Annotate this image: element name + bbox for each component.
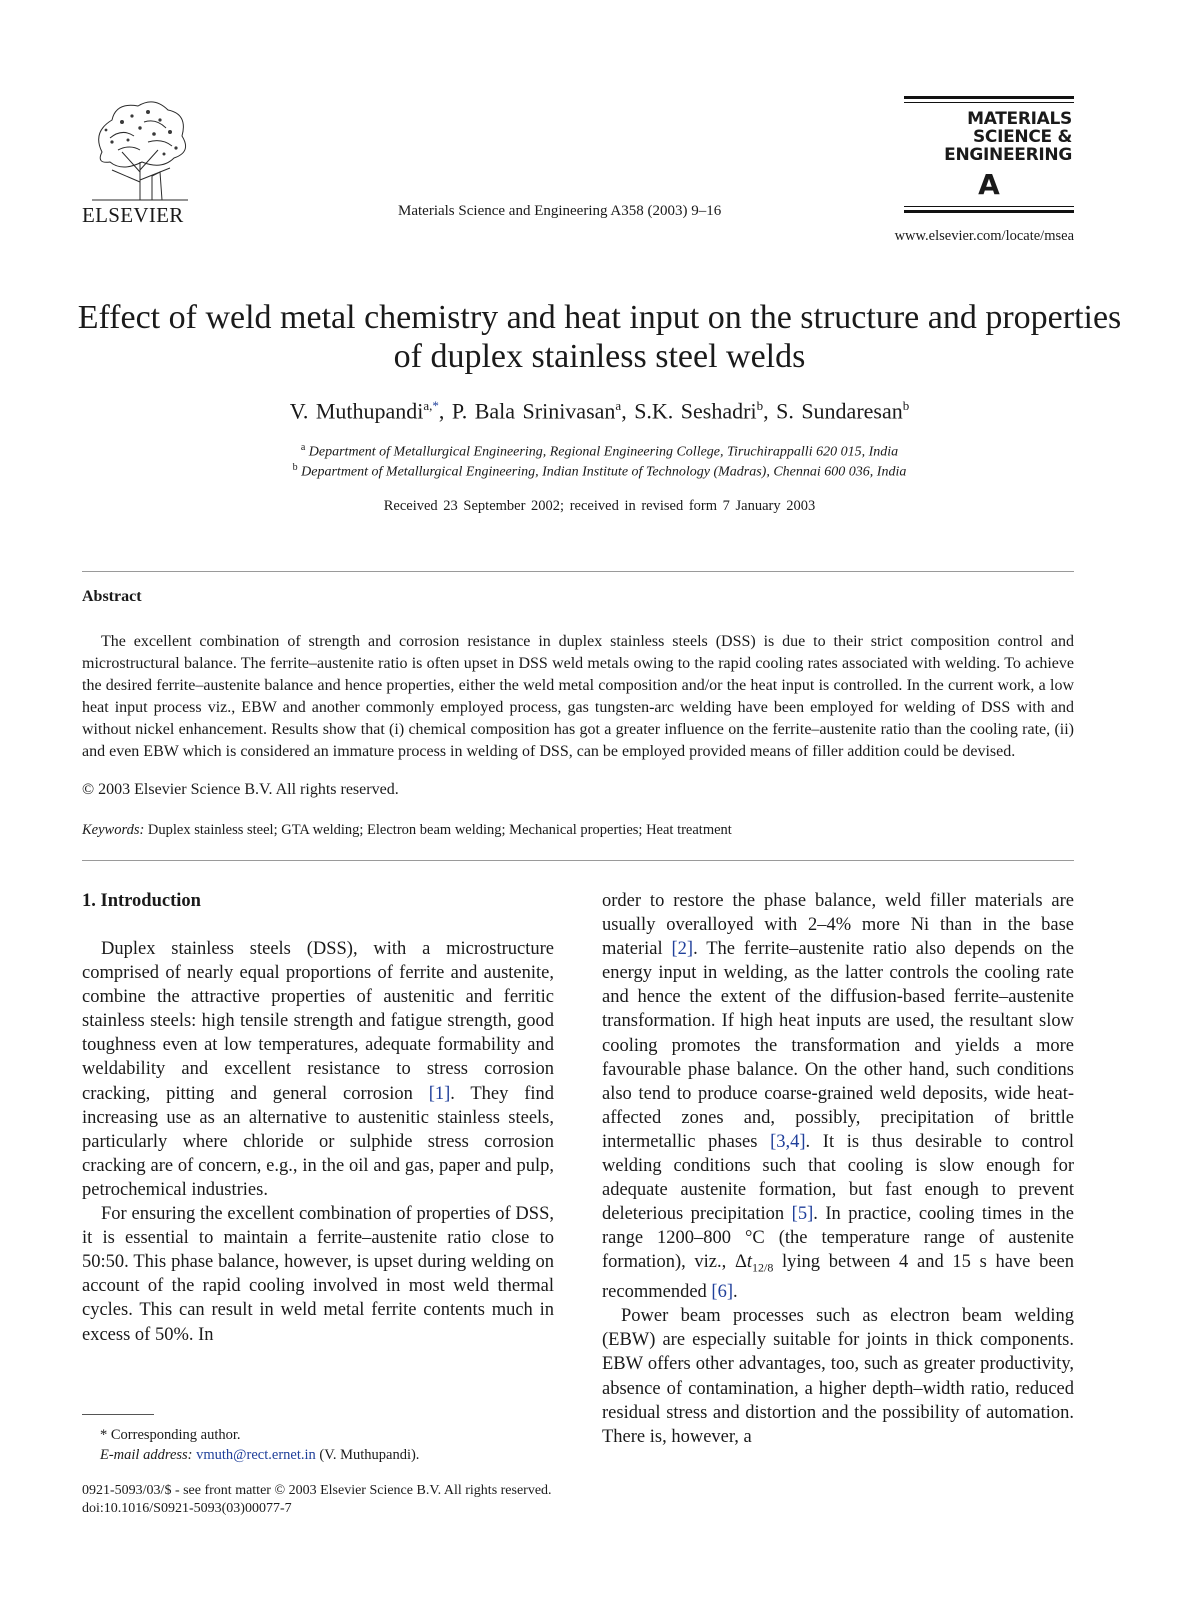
- keywords-label: Keywords:: [82, 822, 145, 838]
- journal-logo: [904, 96, 1074, 220]
- paragraph-text: . In practice, cooling times in the range 1200–800 °C (the temperature range of austenite formation), viz., Δ: [602, 1204, 1074, 1273]
- paragraph-text: order to restore the phase balance, weld filler materials are usually overalloyed with 2–4% more Ni than in the base material: [602, 891, 1074, 960]
- paragraph-text: .: [733, 1282, 738, 1303]
- author-name: S.K. Seshadri: [634, 398, 757, 424]
- math-symbol: t: [746, 1252, 752, 1273]
- paragraph: [602, 889, 1074, 1304]
- paragraph-text: . They find increasing use as an alternative to austenitic stainless steels, particularly where chloride or sulphide stress corrosion cracking are of concern, e.g., in the oil and gas, paper and pulp, petrochemical industries.: [82, 1083, 554, 1200]
- citation-link[interactable]: [6]: [711, 1282, 733, 1303]
- right-column: [602, 889, 1074, 1449]
- author-name: S. Sundaresan: [776, 398, 903, 424]
- journal-logo-line: SCIENCE &: [972, 127, 1072, 147]
- keywords-list: Duplex stainless steel; GTA welding; Electron beam welding; Mechanical properties; Heat treatment: [147, 822, 732, 838]
- left-column: [82, 937, 554, 1347]
- citation-link[interactable]: [5]: [791, 1204, 814, 1225]
- journal-logo-letter: A: [978, 168, 1000, 201]
- affiliation-mark: b: [292, 462, 298, 473]
- footnote-divider: [82, 1414, 154, 1415]
- affiliation-text: Department of Metallurgical Engineering, Regional Engineering College, Tiruchirappalli 620 015, India: [308, 444, 899, 460]
- divider: [82, 860, 1074, 861]
- paragraph: Power beam processes such as electron beam welding (EBW) are especially suitable for joints in thick components. EBW offers other advantages, too, such as greater productivity, absence of contamination, a higher depth–width ratio, reduced residual stress and distortion and the possibility of automation. There is, however, a: [602, 1306, 1074, 1447]
- email-link[interactable]: vmuth@rect.ernet.in: [196, 1447, 316, 1463]
- divider: [82, 571, 1074, 572]
- paragraph-text: . The ferrite–austenite ratio also depends on the energy input in welding, as the latter controls the cooling rate and hence the extent of the diffusion-based ferrite–austenite transformation. If high heat inputs are used, the resultant slow cooling promotes the transformation and yields a more favourable phase balance. On the other hand, such conditions also tend to produce coarse-grained weld deposits, wide heat-affected zones and, possibly, precipitation of brittle intermetallic phases: [602, 939, 1074, 1152]
- affiliation-text: Department of Metallurgical Engineering, Indian Institute of Technology (Madras), Chennai 600 036, India: [301, 464, 907, 480]
- footnote: [100, 1425, 419, 1465]
- affiliation-mark: a: [300, 442, 306, 453]
- author-name: V. Muthupandi: [289, 398, 424, 424]
- math-subscript: 12/8: [752, 1261, 774, 1276]
- paragraph-text: Duplex stainless steels (DSS), with a microstructure comprised of nearly equal proportions of ferrite and austenite, combine the attractive properties of austenitic and ferritic stainless steels: high tensile strength and fatigue strength, good toughness even at low temperatures, adequate formability and weldability and excellent resistance to stress corrosion cracking, pitting and general corrosion: [82, 939, 554, 1104]
- citation-link[interactable]: [2]: [671, 939, 694, 960]
- journal-reference: Materials Science and Engineering A358 (2003) 9–16: [398, 203, 722, 219]
- corresponding-author-note: * Corresponding author.: [100, 1427, 241, 1443]
- abstract-text: The excellent combination of strength and corrosion resistance in duplex stainless steels (DSS) is due to their strict composition control and microstructural balance. The ferrite–austenite ratio is often upset in DSS weld metals owing to the rapid cooling rates associated with welding. To achieve the desired ferrite–austenite balance and hence properties, either the weld metal composition and/or the heat input is controlled. In the current work, a low heat input process viz., EBW and another commonly employed process, gas tungsten-arc welding have been employed for welding of DSS with and without nickel enhancement. Results show that (i) chemical composition has got a greater influence on the ferrite–austenite ratio than the cooling rate, (ii) and even EBW which is considered an immature process in welding of DSS, can be employed provided means of filler addition could be devised.: [82, 633, 1074, 760]
- abstract-copyright: © 2003 Elsevier Science B.V. All rights reserved.: [82, 781, 399, 798]
- journal-url-link[interactable]: www.elsevier.com/locate/msea: [894, 228, 1074, 244]
- keywords: [82, 822, 732, 839]
- author-affiliation-mark: a,: [423, 398, 433, 413]
- publisher-name: ELSEVIER: [82, 203, 184, 227]
- author-affiliation-mark: a: [615, 398, 622, 413]
- author-affiliation-mark: b: [756, 398, 764, 413]
- journal-logo-line: MATERIALS: [967, 109, 1072, 129]
- affiliation: [60, 442, 1139, 461]
- paragraph: For ensuring the excellent combination of properties of DSS, it is essential to maintain a ferrite–austenite ratio close to 50:50. This phase balance, however, is upset during welding on account of the rapid cooling involved in most weld thermal cycles. This can result in weld metal ferrite contents much in excess of 50%. In: [82, 1204, 554, 1345]
- citation-link[interactable]: [1]: [428, 1083, 451, 1104]
- section-heading: 1. Introduction: [82, 891, 201, 911]
- email-label: E-mail address:: [100, 1447, 193, 1463]
- author-list: V. Muthupandi$^{a,*}$, P. Bala Srinivasan$^a$, S.K. Seshadri$^b$, S. Sundaresan$^b$: [289, 398, 910, 424]
- email-owner: (V. Muthupandi).: [319, 1447, 420, 1463]
- citation-link[interactable]: [3,4]: [770, 1131, 806, 1152]
- affiliation: [60, 462, 1139, 481]
- abstract-heading: Abstract: [82, 588, 142, 605]
- author-name: P. Bala Srinivasan: [451, 398, 616, 424]
- received-dates: Received 23 September 2002; received in revised form 7 January 2003: [383, 498, 816, 514]
- corresponding-author-link[interactable]: *: [432, 398, 439, 413]
- paragraph-text: . It is thus desirable to control welding conditions such that cooling is slow enough for adequate austenite formation, but fast enough to prevent deleterious precipitation: [602, 1131, 1074, 1225]
- author-affiliation-mark: b: [902, 398, 910, 413]
- article-title: Effect of weld metal chemistry and heat input on the structure and properties of duplex stainless steel welds: [77, 299, 1122, 375]
- paragraph: [82, 937, 554, 1202]
- front-matter: [82, 1482, 552, 1518]
- doi: doi:10.1016/S0921-5093(03)00077-7: [82, 1501, 292, 1516]
- issn-line: 0921-5093/03/$ - see front matter © 2003 Elsevier Science B.V. All rights reserved.: [82, 1483, 552, 1498]
- paragraph-text: lying between 4 and 15 s have been recommended: [602, 1252, 1074, 1303]
- journal-logo-line: ENGINEERING: [944, 145, 1072, 165]
- email-line: [100, 1445, 419, 1465]
